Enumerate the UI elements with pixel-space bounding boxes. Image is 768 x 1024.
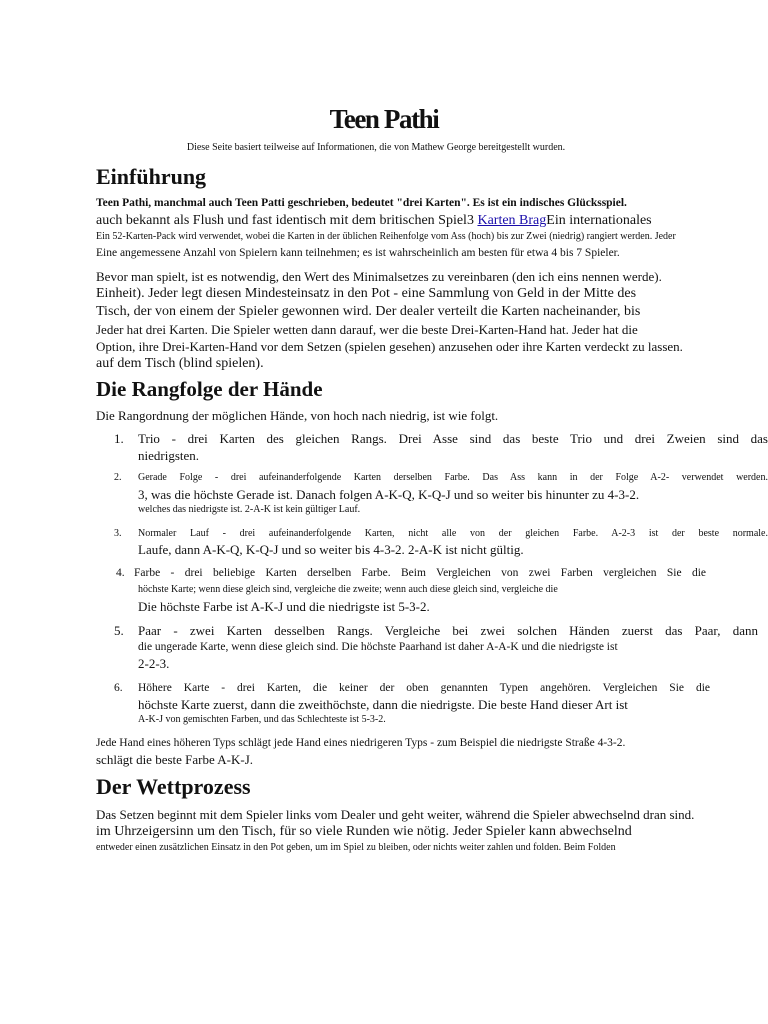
item-line: 2-2-3. bbox=[138, 656, 170, 671]
item-line: Farbe - drei beliebige Karten derselben Farbe. Beim Vergleichen von zwei Farben vergleichen Sie die bbox=[134, 567, 706, 579]
heading-betting-process: Der Wettprozess bbox=[96, 774, 251, 799]
betting-line: entweder einen zusätzlichen Einsatz in den Pot geben, um im Spiel zu bleiben, oder nichts weiter zahlen und folden. Beim Folden bbox=[96, 842, 616, 853]
item-number: 1. bbox=[114, 431, 124, 446]
ranking-item-normal-run bbox=[96, 526, 768, 560]
intro-line-4: Eine angemessene Anzahl von Spielern kann teilnehmen; es ist wahrscheinlich am besten für etwa 4 bis 7 Spieler. bbox=[96, 247, 620, 259]
ranking-item-trio bbox=[96, 430, 768, 466]
ranking-item-flush bbox=[96, 565, 768, 617]
ranking-item-pair bbox=[96, 622, 768, 674]
page-title: Teen Pathi bbox=[329, 104, 439, 134]
p2-line: Einheit). Jeder legt diesen Mindesteinsatz in den Pot - eine Sammlung von Geld in der Mitte des bbox=[96, 286, 637, 301]
item-number: 6. bbox=[114, 682, 123, 694]
item-number: 3. bbox=[114, 528, 122, 539]
p2-line: auf dem Tisch (blind spielen). bbox=[96, 356, 264, 371]
p2-line: Jeder hat drei Karten. Die Spieler wetten dann darauf, wer die beste Drei-Karten-Hand hat. Jeder hat die bbox=[96, 322, 638, 337]
ranking-item-straight-flush bbox=[96, 470, 768, 520]
p2-line: Option, ihre Drei-Karten-Hand vor dem Setzen (spielen gesehen) anzusehen oder ihre Karten verdeckt zu lassen. bbox=[96, 339, 683, 354]
heading-hand-ranking: Die Rangfolge der Hände bbox=[96, 377, 323, 401]
betting-line: im Uhrzeigersinn um den Tisch, für so viele Runden wie nötig. Jeder Spieler kann abwechselnd bbox=[96, 824, 632, 839]
heading-introduction: Einführung bbox=[96, 164, 207, 189]
item-line: Laufe, dann A-K-Q, K-Q-J und so weiter bis 4-3-2. 2-A-K ist nicht gültig. bbox=[138, 542, 524, 557]
p2-line: Bevor man spielt, ist es notwendig, den Wert des Minimalsetzes zu vereinbaren (den ich eins nennen werde). bbox=[96, 269, 662, 284]
ranking-item-high-card bbox=[96, 680, 768, 728]
item-line: niedrigsten. bbox=[138, 448, 200, 463]
item-number: 4. bbox=[116, 567, 125, 579]
item-line: A-K-J von gemischten Farben, und das Schlechteste ist 5-3-2. bbox=[138, 714, 386, 725]
ranking-intro: Die Rangordnung der möglichen Hände, von hoch nach niedrig, ist wie folgt. bbox=[96, 408, 499, 423]
item-line: Paar - zwei Karten desselben Rangs. Vergleiche bei zwei solchen Händen zuerst das Paar, dann bbox=[138, 623, 758, 638]
intro-bold-line: Teen Pathi, manchmal auch Teen Patti geschrieben, bedeutet "drei Karten". Es ist ein indisches Glücksspiel. bbox=[96, 197, 627, 209]
item-line: höchste Karte; wenn diese gleich sind, vergleiche die zweite; wenn auch diese gleich sind, vergleiche die bbox=[138, 584, 558, 595]
intro-line-2 bbox=[96, 212, 696, 230]
item-line: die ungerade Karte, wenn diese gleich sind. Die höchste Paarhand ist daher A-A-K und die niedrigste ist bbox=[138, 641, 618, 653]
item-line: Trio - drei Karten des gleichen Rangs. Drei Asse sind das beste Trio und drei Zweien sind das bbox=[138, 431, 768, 446]
credit-line: Diese Seite basiert teilweise auf Informationen, die von Mathew George bereitgestellt wurden. bbox=[186, 142, 566, 153]
item-line: Normaler Lauf - drei aufeinanderfolgende Karten, nicht alle von der gleichen Farbe. A-2-3 ist der beste normale. bbox=[138, 528, 768, 539]
item-line: 3, was die höchste Gerade ist. Danach folgen A-K-Q, K-Q-J und so weiter bis hinunter zu 4-3-2. bbox=[138, 487, 640, 502]
item-line: Höhere Karte - drei Karten, die keiner der oben genannten Typen angehören. Vergleichen Sie die bbox=[138, 682, 710, 694]
item-number: 5. bbox=[114, 623, 124, 638]
intro-paragraph-2 bbox=[96, 268, 696, 373]
ranking-after bbox=[96, 735, 696, 768]
item-line: Gerade Folge - drei aufeinanderfolgende Karten derselben Farbe. Das Ass kann in der Folge A-2- verwendet werden. bbox=[138, 472, 768, 483]
intro-line-3: Ein 52-Karten-Pack wird verwendet, wobei die Karten in der üblichen Reihenfolge vom Ass (hoch) bis zur Zwei (niedrig) rangiert werden. Jeder bbox=[96, 231, 676, 242]
intro-line-2b: Ein internationales bbox=[546, 213, 652, 228]
item-line: höchste Karte zuerst, dann die zweithöchste, dann die niedrigste. Die beste Hand dieser Art ist bbox=[138, 697, 628, 712]
p2-line: Tisch, der von einem der Spieler gewonnen wird. Der dealer verteilt die Karten nacheinander, bis bbox=[96, 304, 641, 319]
intro-line-2a: auch bekannt als Flush und fast identisch mit dem britischen Spiel3 bbox=[96, 213, 478, 228]
item-line: Die höchste Farbe ist A-K-J und die niedrigste ist 5-3-2. bbox=[138, 599, 430, 614]
ranking-after-line: Jede Hand eines höheren Typs schlägt jede Hand eines niedrigeren Typs - zum Beispiel die niedrigste Straße 4-3-2. bbox=[96, 737, 626, 749]
ranking-after-line: schlägt die beste Farbe A-K-J. bbox=[96, 752, 254, 767]
intro-paragraph bbox=[96, 195, 696, 244]
betting-line: Das Setzen beginnt mit dem Spieler links vom Dealer und geht weiter, während die Spieler abwechselnd dran sind. bbox=[96, 807, 695, 822]
betting-paragraph bbox=[96, 806, 696, 855]
item-number: 2. bbox=[114, 472, 122, 483]
item-line: welches das niedrigste ist. 2-A-K ist kein gültiger Lauf. bbox=[138, 504, 361, 515]
karten-brag-link[interactable]: Karten Brag bbox=[477, 213, 547, 228]
